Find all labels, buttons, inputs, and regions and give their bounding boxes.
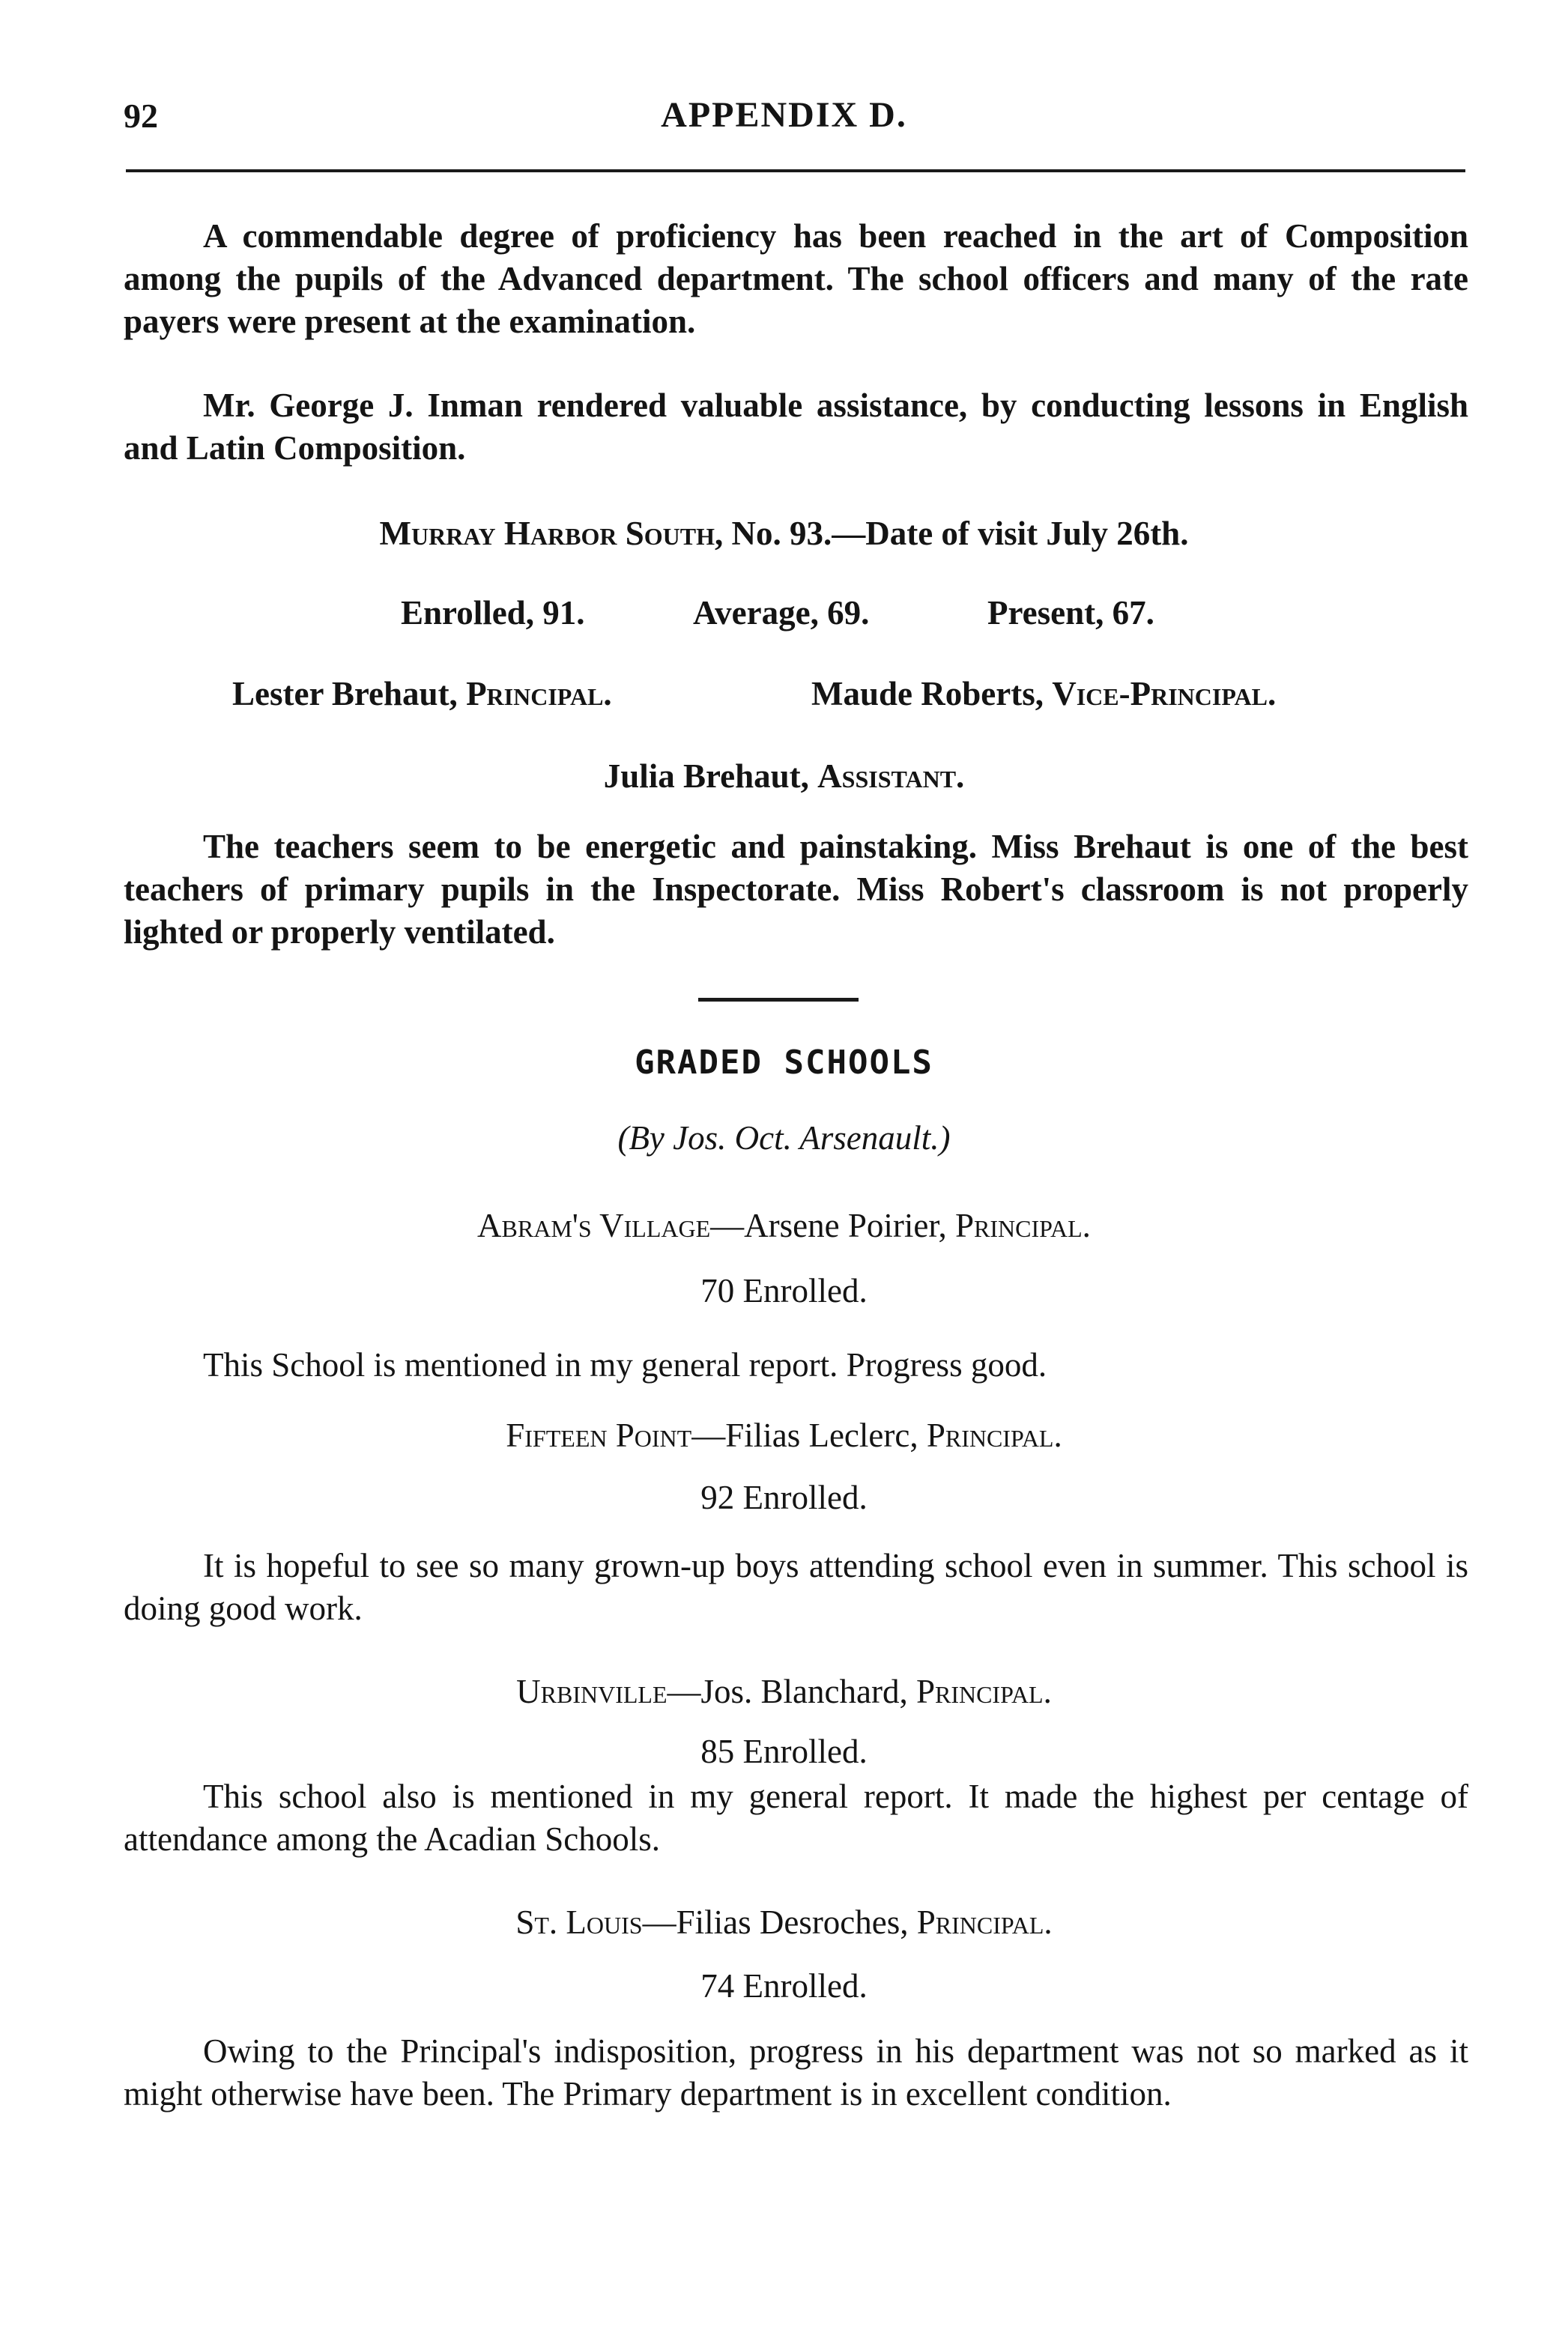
school-heading-abrams-village (0, 1206, 1568, 1245)
assistant-name: Julia Brehaut, (603, 757, 809, 795)
school-enrolled: 74 Enrolled. (700, 1967, 868, 2005)
paragraph-proficiency: A commendable degree of proficiency has been reached in the art of Composition among the pupils of the Advanced department. The school officers and many of the rate payers were present at the examination. (124, 217, 1468, 340)
school-place: Abram's Village (477, 1207, 711, 1244)
school-place: Fifteen Point (506, 1417, 692, 1454)
paragraph-teachers: The teachers seem to be energetic and painstaking. Miss Brehaut is one of the best teachers of primary pupils in the Inspectorate. Miss Robert's classroom is not properly lighted or properly ventilated. (124, 828, 1468, 951)
school-principal-title: Principal. (926, 1417, 1062, 1454)
paragraph-inman: Mr. George J. Inman rendered valuable assistance, by conducting lessons in English and Latin Composition. (124, 387, 1468, 467)
school-principal-title: Principal. (916, 1904, 1053, 1941)
school-heading-urbinville (0, 1672, 1568, 1711)
school-enrolled: 85 Enrolled. (700, 1733, 868, 1770)
school-enrolled: 92 Enrolled. (700, 1479, 868, 1516)
school-place: St. Louis (515, 1904, 643, 1941)
school-principal: —Jos. Blanchard, (667, 1673, 908, 1710)
vice-principal-name: Maude Roberts, (811, 675, 1044, 712)
school-remark: This School is mentioned in my general report. Progress good. (203, 1346, 1047, 1384)
school-principal-title: Principal. (955, 1207, 1091, 1244)
school-remark: It is hopeful to see so many grown-up boys attending school even in summer. This school is doing good work. (124, 1547, 1468, 1627)
enrolled-count: Enrolled, 91. (401, 594, 585, 632)
school-remark: This school also is mentioned in my general report. It made the highest per centage of attendance among the Acadian Schools. (124, 1778, 1468, 1858)
school-enrolled: 70 Enrolled. (700, 1272, 868, 1309)
present-count: Present, 67. (987, 594, 1154, 632)
average-count: Average, 69. (693, 594, 870, 632)
school-principal: —Filias Leclerc, (691, 1417, 918, 1454)
principal-line (232, 674, 612, 713)
school-principal: —Filias Desroches, (642, 1904, 909, 1941)
section-heading-graded-schools: GRADED SCHOOLS (635, 1044, 933, 1082)
vice-principal-title: Vice-Principal. (1052, 675, 1277, 712)
school-principal-title: Principal. (915, 1673, 1052, 1710)
principal-name: Lester Brehaut, (232, 675, 458, 712)
assistant-line (0, 757, 1568, 796)
school-heading-fifteen-point (0, 1416, 1568, 1455)
section-divider (698, 998, 859, 1002)
school-principal: —Arsene Poirier, (710, 1207, 947, 1244)
school-place: Urbinville (516, 1673, 668, 1710)
page-number: 92 (124, 97, 158, 135)
principal-title: Principal. (466, 675, 612, 712)
school-remark: Owing to the Principal's indisposition, progress in his department was not so marked as it might otherwise have been. The Primary department is in excellent condition. (124, 2032, 1468, 2113)
section-byline: (By Jos. Oct. Arsenault.) (617, 1119, 951, 1157)
vice-principal-line (811, 674, 1276, 713)
assistant-title: Assistant. (817, 757, 965, 795)
school-heading-murray-harbor (0, 514, 1568, 553)
school-number-visit: No. 93.—Date of visit July 26th. (731, 515, 1189, 552)
school-name: Murray Harbor South, (379, 515, 724, 552)
school-heading-st-louis (0, 1903, 1568, 1942)
header-rule (126, 169, 1465, 172)
running-title: APPENDIX D. (661, 95, 907, 135)
